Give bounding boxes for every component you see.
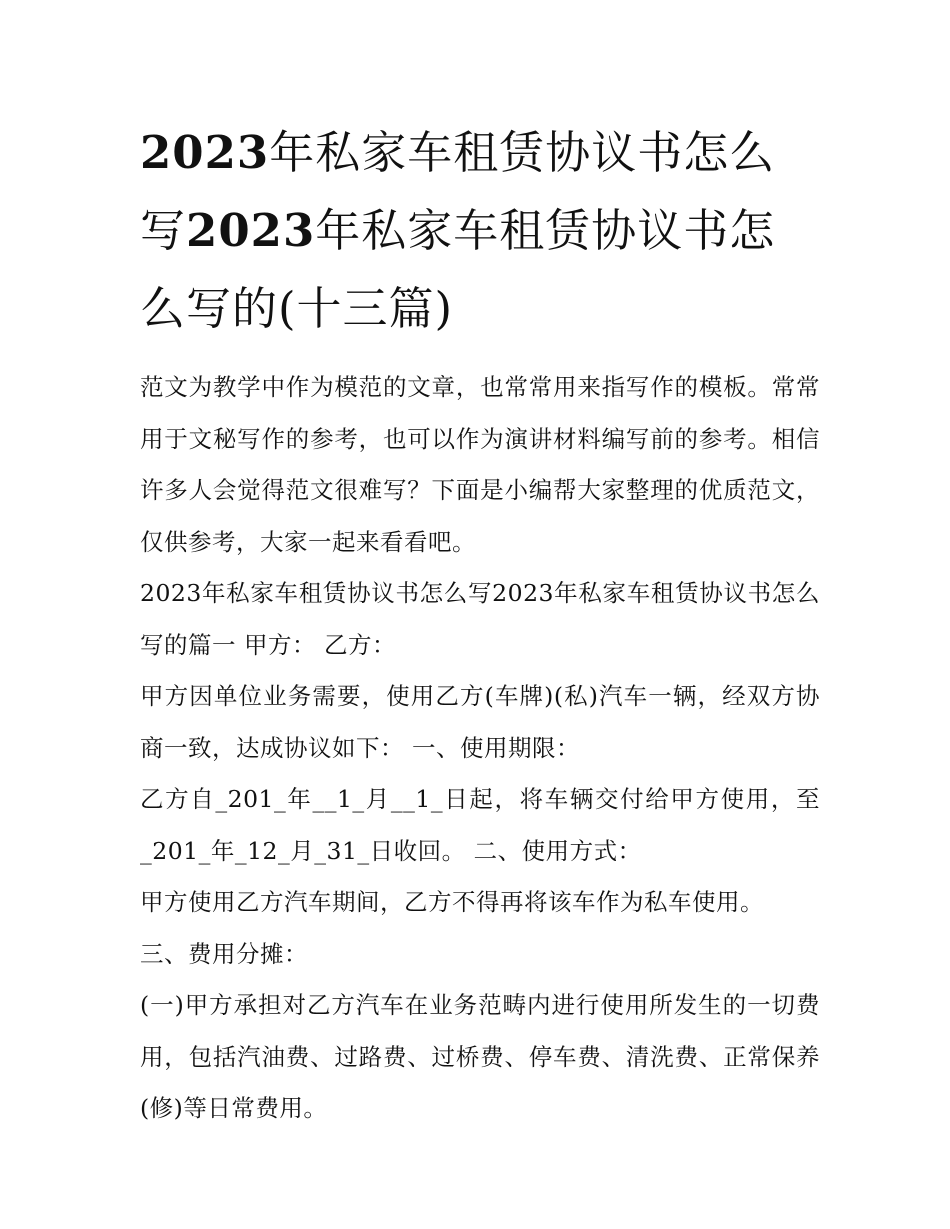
document-content bbox=[140, 114, 820, 1135]
term-paragraph: 乙方自_201_年__1_月__1_日起，将车辆交付给甲方使用，至_201_年_12_月_31_日收回。 二、使用方式： bbox=[140, 785, 820, 865]
title-text-1: 年私家车租赁协议书怎么写 bbox=[140, 126, 776, 257]
cost-heading: 三、费用分摊： bbox=[140, 939, 308, 968]
title-year-2: 2023 bbox=[186, 204, 316, 257]
document-title bbox=[140, 114, 820, 348]
intro-paragraph: 范文为教学中作为模范的文章，也常常用来指写作的模板。常常用于文秘写作的参考，也可以作为演讲材料编写前的参考。相信许多人会觉得范文很难写？下面是小编帮大家整理的优质范文，仅供参考，大家一起来看看吧。 bbox=[140, 373, 820, 556]
agreement-paragraph: 甲方因单位业务需要，使用乙方(车牌)(私)汽车一辆，经双方协商一致，达成协议如下： 一、使用期限： bbox=[140, 682, 820, 762]
usage-paragraph: 甲方使用乙方汽车期间，乙方不得再将该车作为私车使用。 bbox=[140, 888, 764, 916]
cost-paragraph: (一)甲方承担对乙方汽车在业务范畴内进行使用所发生的一切费用，包括汽油费、过路费、过桥费、停车费、清洗费、正常保养(修)等日常费用。 bbox=[140, 991, 820, 1122]
section-heading: 2023年私家车租赁协议书怎么写2023年私家车租赁协议书怎么写的篇一 甲方： 乙方： bbox=[140, 579, 820, 659]
title-year-1: 2023 bbox=[140, 126, 270, 179]
title-text-2: 年私家车租赁协议书怎么写的(十三篇) bbox=[140, 204, 776, 335]
